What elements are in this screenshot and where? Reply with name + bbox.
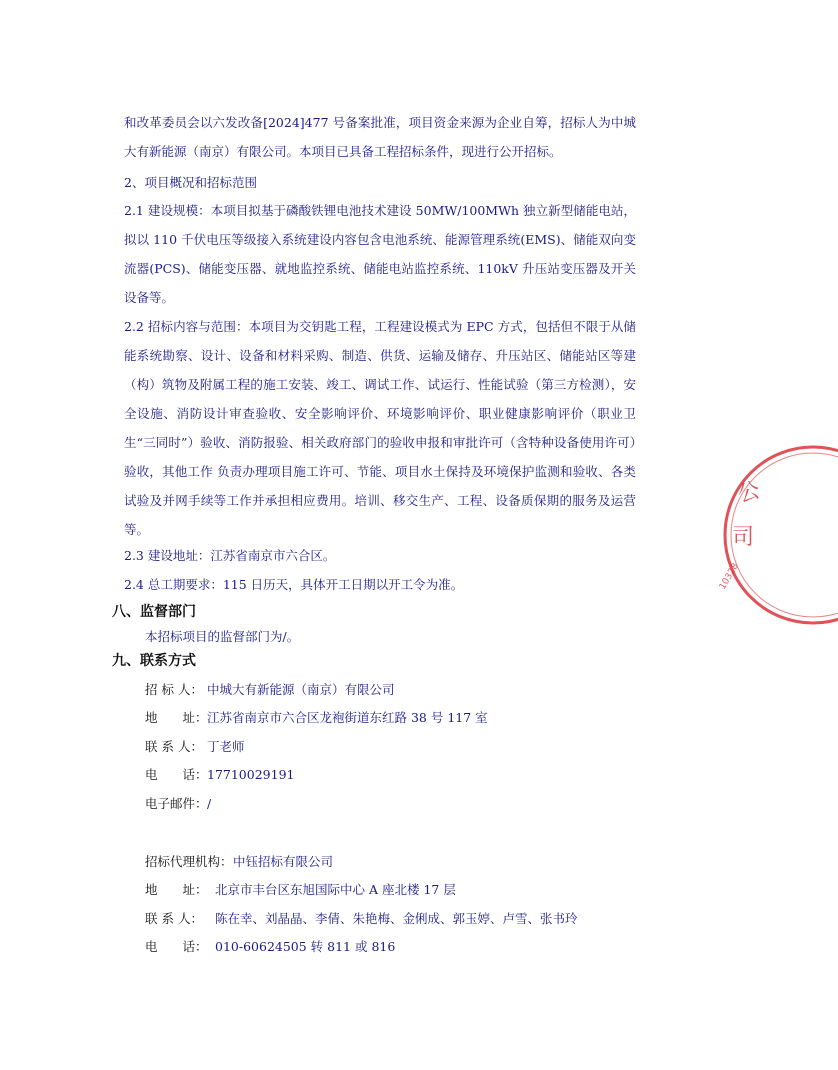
field-value: 北京市丰台区东旭国际中心 A 座北楼 17 层 (215, 882, 456, 897)
agency-phone-row (145, 934, 395, 960)
field-value: 中钰招标有限公司 (233, 854, 334, 869)
seal-text: 公 (735, 477, 763, 508)
field-label: 联 系 人： (145, 911, 203, 926)
seal-number: 10328 (717, 561, 741, 592)
company-seal-stamp (718, 440, 838, 630)
field-label: 地 址： (145, 710, 208, 725)
construction-scale-paragraph: 2.1 建设规模：本项目拟基于磷酸铁锂电池技术建设 50MW/100MWh 独立新型储能电站，拟以 110 千伏电压等级接入系统建设内容包含电池系统、能源管理系统(EMS)、储能双向变流器(PCS)、储能变压器、就地监控系统、储能电站监控系统、110kV 升压站变压器及开关设备等。 (124, 203, 636, 305)
project-approval-paragraph: 和改革委员会以六发改备[2024]477 号备案批准，项目资金来源为企业自筹，招标人为中城大有新能源（南京）有限公司。本项目已具备工程招标条件，现进行公开招标。 (124, 115, 636, 159)
construction-address-line: 2.3 建设地址：江苏省南京市六合区。 (124, 548, 336, 563)
section-2-heading: 2、项目概况和招标范围 (124, 175, 257, 190)
supervision-text: 本招标项目的监督部门为/。 (145, 629, 300, 644)
construction-period-line: 2.4 总工期要求：115 日历天，具体开工日期以开工令为准。 (124, 577, 464, 592)
field-value: 丁老师 (207, 739, 245, 754)
field-label: 电 话： (145, 939, 208, 954)
bidding-scope-paragraph: 2.2 招标内容与范围：本项目为交钥匙工程，工程建设模式为 EPC 方式，包括但不限于从储能系统勘察、设计、设备和材料采购、制造、供货、运输及储存、升压站区、储能站区等建（构）筑物及附属工程的施工安装、竣工、调试工作、试运行、性能试验（第三方检测），安全设施、消防设计审查验收、安全影响评价、环境影响评价、职业健康影响评价（职业卫生“三同时”）验收、消防报验、相关政府部门的验收申报和审批许可（含特种设备使用许可）验收，其他工作 负责办理项目施工许可、节能、项目水土保持及环境保护监测和验收、各类试验及并网手续等工作并承担相应费用。培训、移交生产、工程、设备质保期的服务及运营等。 (124, 319, 636, 537)
field-label: 地 址： (145, 882, 208, 897)
tenderer-email-row (145, 791, 211, 817)
agency-contact-row (145, 906, 578, 932)
seal-text: 司 (732, 525, 755, 550)
field-value: 江苏省南京市六合区龙袍街道东红路 38 号 117 室 (207, 710, 488, 725)
tenderer-address-row (145, 705, 488, 731)
field-label: 联 系 人： (145, 739, 203, 754)
agency-address-row (145, 877, 456, 903)
field-label: 招标代理机构： (145, 854, 233, 869)
tenderer-contact-row (145, 734, 245, 760)
field-value: / (207, 796, 212, 811)
supervision-heading: 八、监督部门 (112, 604, 196, 620)
field-value: 中城大有新能源（南京）有限公司 (207, 682, 395, 697)
contact-heading: 九、联系方式 (112, 653, 196, 669)
agency-name-row (145, 849, 333, 875)
field-value: 010-60624505 转 811 或 816 (215, 939, 396, 954)
field-value: 陈在幸、刘晶晶、李倩、朱艳梅、金俐成、郭玉婷、卢雪、张书玲 (215, 911, 578, 926)
field-value: 17710029191 (207, 767, 295, 782)
tenderer-phone-row (145, 762, 294, 788)
tenderer-name-row (145, 677, 395, 703)
field-label: 电子邮件： (145, 796, 208, 811)
field-label: 招 标 人： (145, 682, 203, 697)
field-label: 电 话： (145, 767, 208, 782)
